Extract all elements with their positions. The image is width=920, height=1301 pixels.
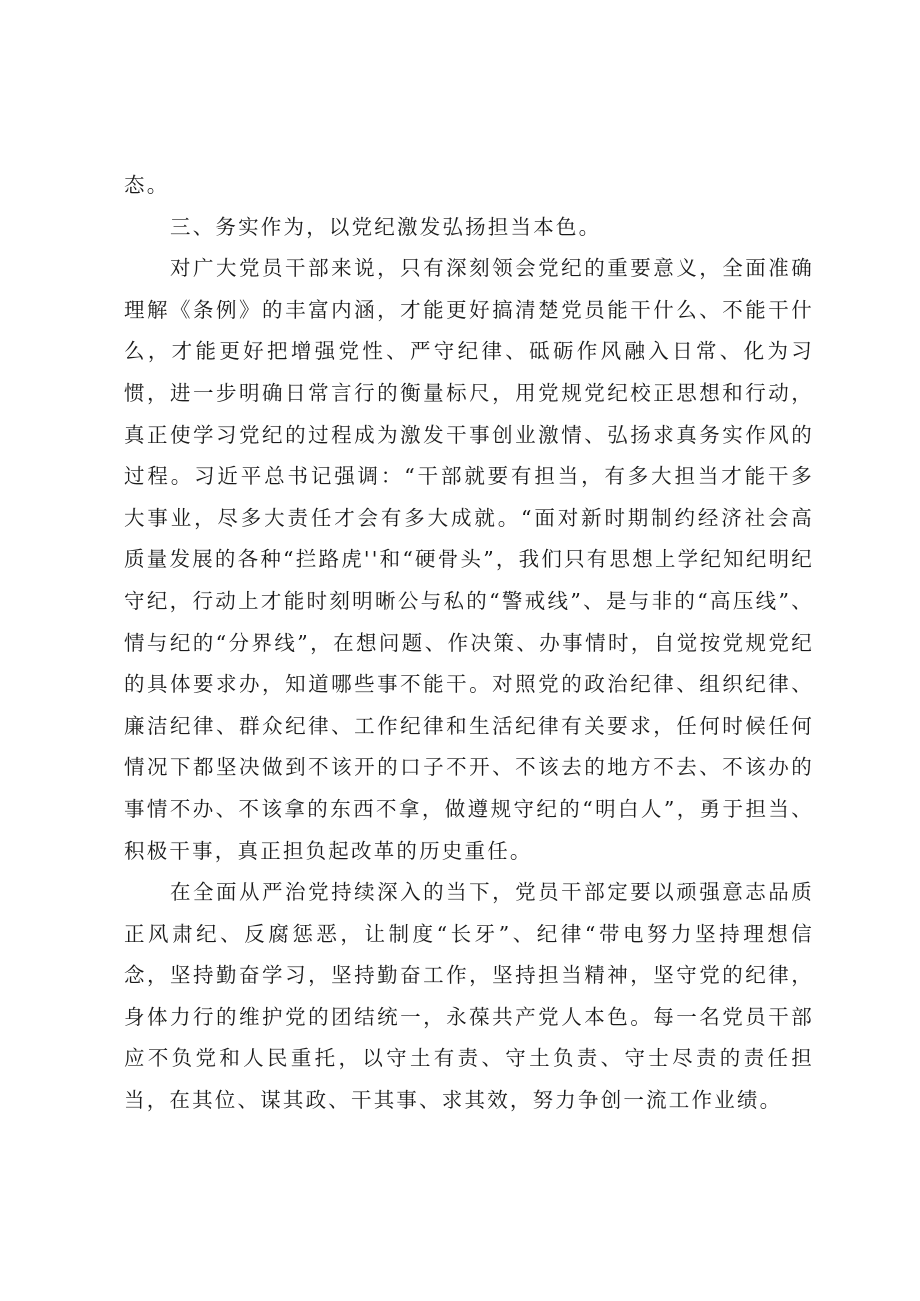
section-heading: 三、务实作为，以党纪激发弘扬担当本色。 <box>170 214 602 239</box>
body-paragraph: 对广大党员干部来说，只有深刻领会党纪的重要意义，全面准确理解《条例》的丰富内涵，才能更好搞清楚党员能干什么、不能干什么，才能更好把增强党性、严守纪律、砥砺作风融入日常、化为习惯，进一步明确日常言行的衡量标尺，用党规党纪校正思想和行动，真正使学习党纪的过程成为激发干事创业激情、弘扬求真务实作风的过程。习近平总书记强调：“干部就要有担当，有多大担当才能干多大事业，尽多大责任才会有多大成就。“面对新时期制约经济社会高质量发展的各种“拦路虎''和“硬骨头”，我们只有思想上学纪知纪明纪守纪，行动上才能时刻明晰公与私的“警戒线”、是与非的“高压线”、情与纪的“分界线”，在想问题、作决策、办事情时，自觉按党规党纪的具体要求办，知道哪些事不能干。对照党的政治纪律、组织纪律、廉洁纪律、群众纪律、工作纪律和生活纪律有关要求，任何时候任何情况下都坚决做到不该开的口子不开、不该去的地方不去、不该办的事情不办、不该拿的东西不拿，做遵规守纪的“明白人”，勇于担当、积极干事，真正担负起改革的历史重任。 <box>124 256 814 863</box>
body-paragraph: 在全面从严治党持续深入的当下，党员干部定要以顽强意志品质正风肃纪、反腐惩恶，让制度“长牙”、纪律“带电努力坚持理想信念，坚持勤奋学习，坚持勤奋工作，坚持担当精神，坚守党的纪律，身体力行的维护党的团结统一，永葆共产党人本色。每一名党员干部应不负党和人民重托，以守土有责、守土负责、守士尽责的责任担当，在其位、谋其政、干其事、求其效，努力争创一流工作业绩。 <box>124 880 814 1113</box>
document-body <box>124 165 814 1122</box>
paragraph-continuation: 态。 <box>124 173 170 197</box>
